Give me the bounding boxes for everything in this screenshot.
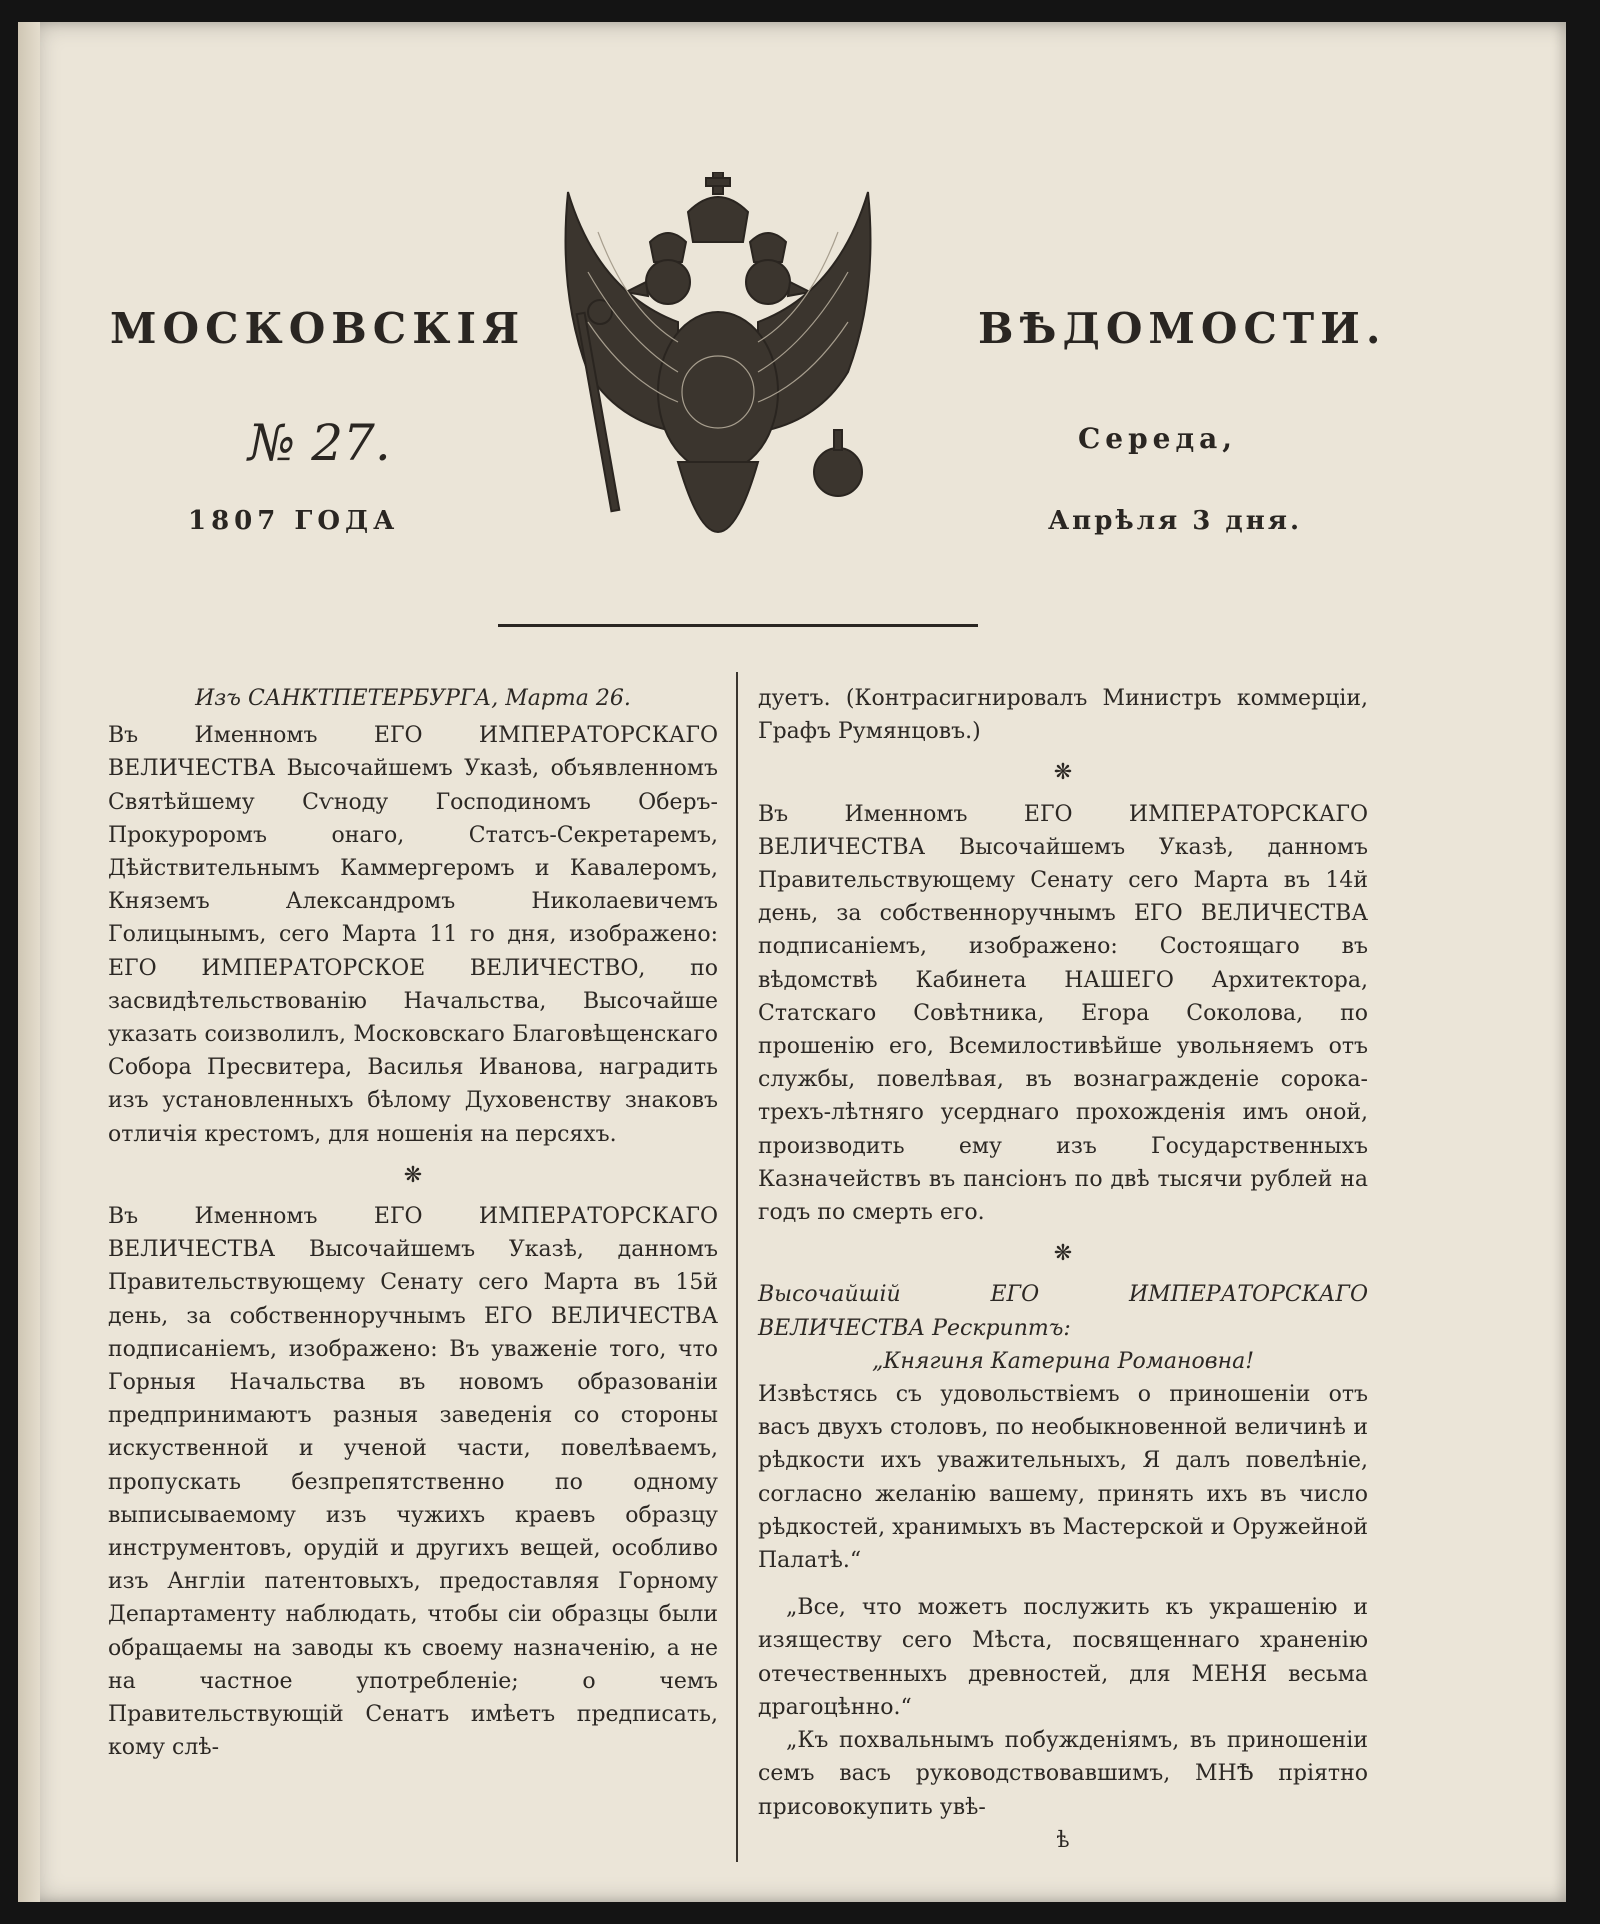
left-column	[108, 682, 718, 1765]
issue-weekday: Середа,	[1078, 422, 1238, 455]
masthead-title-left: МОСКОВСКІЯ	[110, 304, 526, 353]
separator-ornament: ❋	[1053, 1241, 1073, 1267]
article-2: Въ Именномъ ЕГО ИМПЕРАТОРСКАГО ВЕЛИЧЕСТВА Высочайшемъ Указѣ, данномъ Правительствующему Сенату сего Марта въ 15й день, за собственноручнымъ ЕГО ВЕЛИЧЕСТВА подписаніемъ, изображено: Въ уваженіе того, что Горныя Начальства въ новомъ образованіи предпринимаютъ разныя заведенія со стороны искуственной и ученой части, повелѣваемъ, пропускать безпрепятственно по одному выписываемому изъ чужихъ краевъ образцу инструментовъ, орудій и другихъ вещей, особливо изъ Англіи патентовыхъ, предоставляя Горному Департаменту наблюдать, чтобы сіи образцы были обращаемы на заводы къ своему назначенію, а не на частное употребленіе; о чемъ Правительствующій Сенатъ имѣетъ предписать, кому слѣ-	[108, 1204, 718, 1761]
issue-date: Апрѣля 3 дня.	[1048, 506, 1303, 536]
right-column	[758, 682, 1368, 1857]
masthead-title-right: ВѢДОМОСТИ.	[978, 304, 1387, 353]
column-divider	[736, 672, 738, 1862]
separator-ornament: ❋	[403, 1162, 423, 1188]
article-1: Въ Именномъ ЕГО ИМПЕРАТОРСКАГО ВЕЛИЧЕСТВА Высочайшемъ Указѣ, объявленномъ Святѣйшему Сѵноду Господиномъ Оберъ-Прокуроромъ онаго, Статсъ-Секретаремъ, Дѣйствительнымъ Каммергеромъ и Кавалеромъ, Княземъ Александромъ Николаевичемъ Голицынымъ, сего Марта 11 го дня, изображено: ЕГО ИМПЕРАТОРСКОЕ ВЕЛИЧЕСТВО, по засвидѣтельствованію Начальства, Высочайше указать соизволилъ, Московскаго Благовѣщенскаго Собора Пресвитера, Василья Иванова, наградить изъ установленныхъ бѣлому Духовенству знаковъ отличія крестомъ, для ношенія на персяхъ.	[108, 723, 718, 1147]
dateline: Изъ САНКТПЕТЕРБУРГА, Марта 26.	[195, 686, 631, 711]
rescript-salutation: „Княгиня Катерина Романовна!	[871, 1348, 1255, 1374]
double-headed-eagle-emblem	[558, 172, 878, 602]
separator-ornament: ❋	[1053, 760, 1073, 786]
issue-number: № 27.	[248, 414, 391, 472]
catchword: ѣ	[1056, 1827, 1070, 1853]
article-3: Въ Именномъ ЕГО ИМПЕРАТОРСКАГО ВЕЛИЧЕСТВА Высочайшемъ Указѣ, данномъ Правительствующему Сенату сего Марта въ 14й день, за собственноручнымъ ЕГО ВЕЛИЧЕСТВА подписаніемъ, изображено: Состоящаго въ вѣдомствѣ Кабинета НАШЕГО Архитектора, Статскаго Совѣтника, Егора Соколова, по прошенію его, Всемилостивѣйше увольняемъ отъ службы, повелѣвая, въ вознагражденіе сорока-трехъ-лѣтняго усерднаго прохожденія имъ оной, производить ему изъ Государственныхъ Казначействъ въ пансіонъ по двѣ тысячи рублей на годъ по смерть его.	[758, 801, 1368, 1226]
newspaper-page	[18, 22, 1566, 1902]
issue-year: 1807 ГОДА	[188, 506, 400, 536]
masthead-rule	[498, 624, 978, 627]
rescript-paragraph-3: „Къ похвальнымъ побужденіямъ, въ приношеніи семъ васъ руководствовавшимъ, МНѢ пріятно присовокупить увѣ-	[758, 1728, 1368, 1820]
article-continuation: дуетъ. (Контрасигнировалъ Министръ коммерціи, Графъ Румянцовъ.)	[758, 686, 1368, 745]
rescript-paragraph-1: Извѣстясь съ удовольствіемъ о приношеніи отъ васъ двухъ столовъ, по необыкновенной величинѣ и рѣдкости ихъ уважительныхъ, Я далъ повелѣніе, согласно желанію вашему, принять ихъ въ число рѣдкостей, хранимыхъ въ Мастерской и Оружейной Палатѣ.“	[758, 1382, 1368, 1574]
rescript-paragraph-2: „Все, что можетъ послужить къ украшенію и изяществу сего Мѣста, посвященнаго храненію отечественныхъ древностей, для МЕНЯ весьма драгоцѣнно.“	[758, 1595, 1368, 1720]
page-spine	[18, 22, 40, 1902]
rescript-heading: Высочайшій ЕГО ИМПЕРАТОРСКАГО ВЕЛИЧЕСТВА Рескриптъ:	[758, 1282, 1368, 1341]
